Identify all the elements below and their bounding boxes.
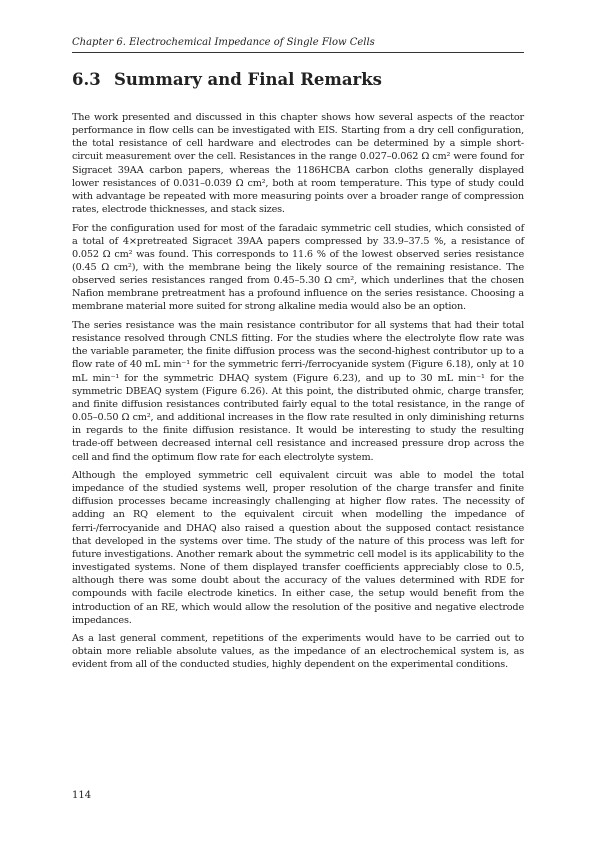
running-header: Chapter 6. Electrochemical Impedance of Single Flow Cells (72, 36, 524, 53)
section-number: 6.3 (72, 70, 101, 89)
paragraph: For the configuration used for most of the faradaic symmetric cell studies, which consisted of a total of 4×pretreated Sigracet 39AA papers compressed by 33.9–37.5 %, a resistance of 0.052 Ω cm² was found. This corresponds to 11.6 % of the lowest observed series resistance (0.45 Ω cm²), with the membrane being the likely source of the remaining resistance. The observed series resistances ranged from 0.45–5.30 Ω cm², which underlines that the chosen Nafion membrane pretreatment has a profound influence on the series resistance. Choosing a membrane material more suited for strong alkaline media would also be an option. (72, 222, 524, 313)
section-heading (72, 70, 524, 90)
page-content (72, 36, 524, 677)
page-number: 114 (72, 790, 92, 801)
paragraph: As a last general comment, repetitions of the experiments would have to be carried out to obtain more reliable absolute values, as the impedance of an electrochemical system is, as evident from all of the conducted studies, highly dependent on the experimental conditions. (72, 633, 524, 671)
paragraph: The work presented and discussed in this chapter shows how several aspects of the reactor performance in flow cells can be investigated with EIS. Starting from a dry cell configuration, the total resistance of cell hardware and electrodes can be determined by a simple short-circuit measurement over the cell. Resistances in the range 0.027–0.062 Ω cm² were found for Sigracet 39AA carbon papers, whereas the 1186HCBA carbon cloths generally displayed lower resistances of 0.031–0.039 Ω cm², both at room temperature. This type of study could with advantage be repeated with more measuring points over a broader range of compression rates, electrode thicknesses, and stack sizes. (72, 112, 524, 216)
body-text (72, 111, 524, 672)
paragraph: The series resistance was the main resistance contributor for all systems that had their total resistance resolved through CNLS fitting. For the studies where the electrolyte flow rate was the variable parameter, the finite diffusion process was the second-highest contributor up to a flow rate of 40 mL min⁻¹ for the symmetric ferri-/ferrocyanide system (Figure 6.18), only at 10 mL min⁻¹ for the symmetric DHAQ system (Figure 6.23), and up to 30 mL min⁻¹ for the symmetric DBEAQ system (Figure 6.26). At this point, the distributed ohmic, charge transfer, and finite diffusion resistances contributed fairly equal to the total resistance, in the range of 0.05–0.50 Ω cm², and additional increases in the flow rate resulted in only diminishing returns in regards to the finite diffusion resistance. It would be interesting to study the resulting trade-off between decreased internal cell resistance and increased pressure drop across the cell and find the optimum flow rate for each electrolyte system. (72, 319, 524, 463)
paragraph: Although the employed symmetric cell equivalent circuit was able to model the total impedance of the studied systems well, proper resolution of the charge transfer and finite diffusion processes became increasingly challenging at higher flow rates. The necessity of adding an RQ element to the equivalent circuit when modelling the impedance of ferri-/ferrocyanide and DHAQ also raised a question about the supposed contact resistance that developed in the systems over time. The study of the nature of this process was left for future investigations. Another remark about the symmetric cell model is its applicability to the investigated systems. None of them displayed transfer coefficients appreciably close to 0.5, although there was some doubt about the accuracy of the values determined with RDE for compounds with facile electrode kinetics. In either case, the setup would benefit from the introduction of an RE, which would allow the resolution of the positive and negative electrode impedances. (72, 469, 524, 626)
section-title: Summary and Final Remarks (114, 70, 382, 89)
